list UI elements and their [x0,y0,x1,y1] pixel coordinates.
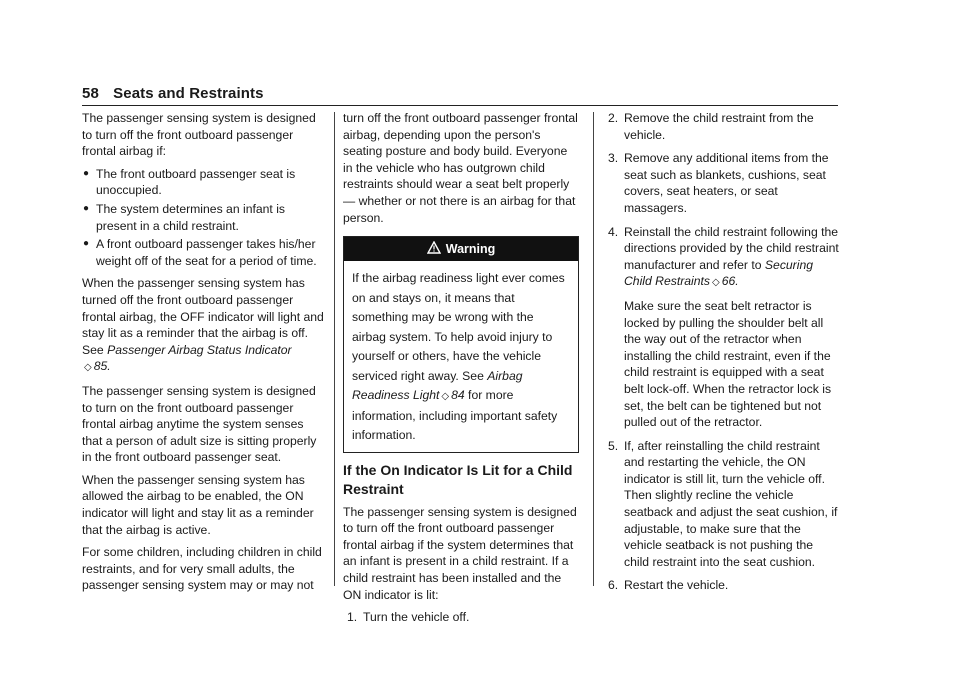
list-item [608,110,840,143]
list-item [608,224,840,431]
paragraph: The passenger sensing system is designed to turn off the front outboard passenger frontal airbag if the system determines that an infant is present in a child restraint. If a child restraint has been installed and the ON indicator is lit: [343,504,577,602]
warning-text: for more information, including important safety information. [352,388,558,443]
paragraph: The passenger sensing system is designed to turn on the front outboard passenger frontal airbag anytime the system senses that a person of adult size is sitting properly in the front outboard passenger seat. [82,383,317,465]
step-number: 3. [608,151,619,166]
step-subparagraph: Make sure the seat belt retractor is locked by pulling the shoulder belt all the way out of the retractor when installing the child restraint, even if the child restraint is equipped with a seat belt lock-off. When the retractor lock is set, the belt can be tightened but not pulled out of the retractor. [624,298,832,430]
page-arrow-icon: ◇ [712,277,720,289]
step-text: If, after reinstalling the child restraint and restarting the vehicle, the ON indicator is still lit, turn the vehicle off. Then slightly recline the vehicle seatback and adjust the seat cushion, if adjustable, to make sure that the vehicle seatback is not pushing the child restraint into the seat cushion. [624,438,838,569]
step-text: Restart the vehicle. [624,578,729,593]
step-text: Turn the vehicle off. [363,610,470,625]
list-item [608,438,840,571]
bullet-dot-icon: ● [83,202,90,214]
warning-triangle-icon [427,238,441,262]
page-header [82,85,838,105]
xref-page[interactable]: 66. [721,274,739,289]
step-number: 5. [608,438,619,453]
step-list [347,609,579,626]
page-number: 58 [82,85,99,102]
paragraph: The passenger sensing system is designed to turn off the front outboard passenger frontal airbag if: [82,111,316,159]
bullet-dot-icon: ● [83,167,90,179]
step-text: Reinstall the child restraint following the directions provided by the child restraint manufacturer and refer to [624,224,839,272]
paragraph [82,275,326,377]
step-number: 4. [608,224,619,239]
header-rule [82,105,838,106]
xref-passenger-airbag-status[interactable]: Passenger Airbag Status Indicator [107,342,292,357]
paragraph: turn off the front outboard passenger frontal airbag, depending upon the person's seating posture and body build. Everyone in the vehicle who has outgrown child restraints should wear a seat belt properly — whether or not there is an airbag for that person. [343,111,578,225]
step-number: 6. [608,578,619,593]
bullet-dot-icon: ● [83,238,90,250]
step-text: Remove the child restraint from the vehicle. [624,111,814,142]
column-2 [343,110,579,633]
list-item [608,577,840,594]
bullet-list [82,166,326,270]
paragraph: When the passenger sensing system has allowed the airbag to be enabled, the ON indicator will light and stay lit as a reminder that the airbag is active. [82,472,314,537]
step-number: 2. [608,111,619,125]
bullet-text: The system determines an infant is present in a child restraint. [96,201,285,233]
list-item [82,201,326,234]
step-number: 1. [347,610,358,625]
section-title: Seats and Restraints [113,85,264,102]
list-item [347,609,579,626]
xref-securing-child-restraints[interactable]: Securing Child Restraints [624,257,814,289]
paragraph: For some children, including children in child restraints, and for very small adults, the passenger sensing system may or may not [82,545,322,593]
column-3 [608,110,840,601]
section-heading: If the On Indicator Is Lit for a Child Restraint [343,461,573,497]
list-item [82,236,326,269]
step-list [608,110,840,594]
column-1 [82,110,326,600]
step-text: Remove any additional items from the seat such as blankets, cushions, seat covers, seat heaters, or seat massagers. [624,151,829,215]
xref-page[interactable]: 84 [451,388,465,403]
paragraph-text: When the passenger sensing system has turned off the front outboard passenger frontal airbag, the OFF indicator will light and stay lit as a reminder that the airbag is off. See [82,276,324,357]
page-arrow-icon: ◇ [84,362,92,374]
warning-text: If the airbag readiness light ever comes on and stays on, it means that something may be wrong with the airbag system. To help avoid injury to yourself or others, have the vehicle serviced right away. See [352,271,565,383]
warning-box [343,236,579,453]
list-item [608,150,840,216]
list-item [82,166,326,199]
xref-airbag-readiness-light[interactable]: Airbag Readiness Light [352,368,523,403]
page-arrow-icon: ◇ [441,391,450,403]
bullet-text: A front outboard passenger takes his/her weight off of the seat for a period of time. [96,237,317,268]
warning-header [344,237,578,261]
warning-body [344,261,578,452]
column-divider-2 [593,112,594,586]
xref-page[interactable]: 85. [93,359,111,374]
bullet-text: The front outboard passenger seat is unoccupied. [96,166,296,198]
warning-title: Warning [445,242,496,257]
column-divider-1 [334,112,335,586]
